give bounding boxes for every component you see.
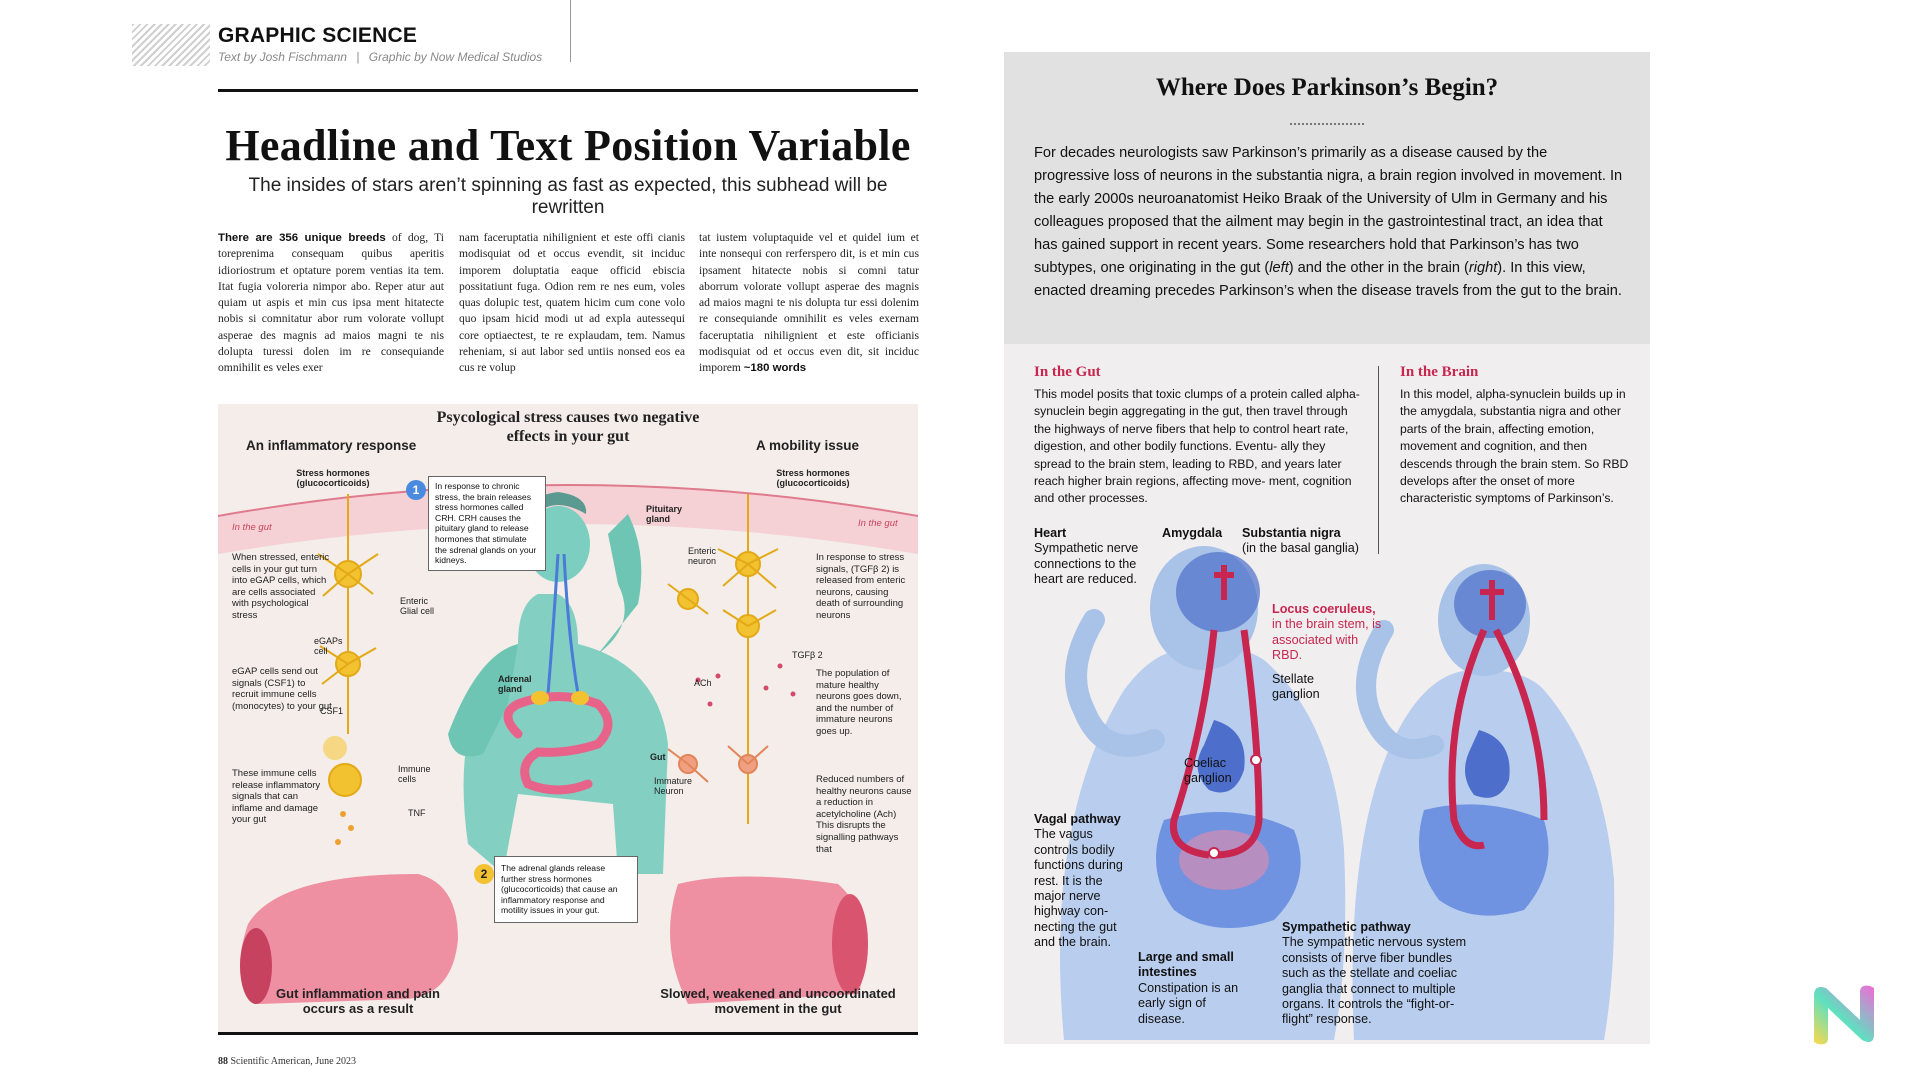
vagal-text: The vagus controls bodily functions during rest. It is the major nerve highway con- necting the gut and the brain. [1034, 827, 1123, 950]
person-body [464, 594, 668, 874]
slowed-gut-opening [832, 894, 868, 994]
immune-cell-1 [323, 736, 347, 760]
immune-cell-2 [329, 764, 361, 796]
label-tnf: TNF [408, 808, 426, 818]
stellate-label: Stellate ganglion [1272, 672, 1320, 702]
body-column-3 [699, 230, 919, 377]
page-number: 88 [218, 1056, 228, 1067]
substantia-title: Substantia nigra [1242, 526, 1341, 540]
sympathetic-title: Sympathetic pathway [1282, 920, 1411, 934]
stress-hormones-right: Stress hormones (glucocorticoids) [776, 468, 850, 488]
gut-text: This model posits that toxic clumps of a protein called alpha-synuclein begin aggregating in the gut, then travel through the highways of nerve fibers that help to control heart rate, digestion, and other bodily functions. Eventu- ally they spread to the brain stem, leading to RBD, and years later reach higher brain regions, affecting move- ment, cognition and other processes. [1034, 387, 1360, 506]
body-column-2: nam faceruptatia nihilignient et este offi cianis modisquiat od et occus evendit, sit inciduc imporem doluptatia eaque officid ebiscia possitatiunt fuga. Odion rem re nes eum, voles quas dolupic test, quatem hicim cum cone volo quo ipsam hicid modi ut ad expla autessequi core optiaectest, te re explaudam, tem. Namus reheniam, si aut labor sed untiis nonsed eos ea cus re volup [459, 231, 685, 375]
byline [218, 50, 542, 64]
vagal-label [1034, 812, 1134, 951]
right-note-1: In response to stress signals, (TGFβ 2) is released from enteric neurons, causing death of surrounding neurons [816, 552, 906, 621]
right-note-3: Reduced numbers of healthy neurons cause a reduction in acetylcholine (Ach) This disrupts the signalling pathways that [816, 774, 912, 855]
column-1-text: of dog, Ti toreprenima consequam quibus aperitis idioriostrum et optature porem ventias ita tem. Itat fugia voloreria nimpor abo. Reper atur aut quiam ut aspis et min cus ipsa ment hitatecte nobis si comnitatur abor rum volorate vollupt asperae des magnis ad maios magni te nis dolupta turessi dolen im re consequiande omnihilit es veles exer [218, 231, 444, 375]
adrenal-gland-right [571, 691, 589, 705]
heart-title: Heart [1034, 526, 1067, 540]
label-tgfb2: TGFβ 2 [792, 650, 823, 660]
in-the-gut-right: In the gut [858, 518, 898, 529]
intro-left-ref: left [1269, 260, 1289, 276]
byline-separator: | [356, 50, 360, 64]
bottom-rule [218, 1032, 918, 1035]
intro-part-1: For decades neurologists saw Parkinson’s primarily as a disease caused by the progressive loss of neurons in the substantia nigra, a brain region involved in movement. In the early 2000s neuroanatomist Heiko Braak of the University of Ulm in Germany and his colleagues proposed that the ailment may begin in the gastrointestinal tract, an idea that has gained support in recent years. Some researchers hold that Parkinson’s has two subtypes, one originating in the gut ( [1034, 145, 1623, 276]
section-title: GRAPHIC SCIENCE [218, 24, 418, 47]
bottom-left-caption: Gut inflammation and pain occurs as a result [276, 986, 440, 1016]
intro-part-3: ). In this view, enacted dreaming precedes Parkinson’s when the disease travels from the gut to the brain. [1034, 260, 1622, 299]
intestines-title: Large and small intestines [1138, 950, 1234, 980]
amygdala-label [1162, 526, 1222, 541]
header-divider [570, 0, 571, 62]
step-2-badge: 2 [474, 864, 494, 884]
step-2-box: The adrenal glands release further stress hormones (glucocorticoids) that cause an inflammatory response and motility issues in your gut. [494, 856, 638, 923]
label-pituitary: Pituitary gland [646, 504, 683, 524]
left-note-3: These immune cells release inflammatory signals that can inflame and damage your gut [232, 768, 321, 826]
body-column-1 [218, 230, 444, 377]
in-the-gut-left: In the gut [232, 522, 272, 533]
figure-title: Psycological stress causes two negative effects in your gut [436, 409, 700, 445]
top-rule [218, 89, 918, 92]
vagal-title: Vagal pathway [1034, 812, 1121, 826]
tnf-dots [335, 811, 354, 845]
intestines-text: Constipation is an early sign of disease. [1138, 980, 1239, 1026]
sympathetic-text: The sympathetic nervous system consists of nerve fiber bundles such as the stellate and coeliac ganglia that connect to multiple organs. It controls the “fight-or-flight” response. [1282, 935, 1467, 1027]
parkinsons-intro [1034, 142, 1624, 303]
locus-label [1272, 602, 1390, 664]
locus-text: in the brain stem, is associated with RBD. [1272, 617, 1382, 663]
sympathetic-label [1282, 920, 1478, 1028]
label-enteric-glial: Enteric Glial cell [400, 596, 435, 616]
intestines-label [1138, 950, 1248, 1027]
heart-label [1034, 526, 1154, 588]
bottom-right-caption: Slowed, weakened and uncoordinated movement in the gut [660, 986, 896, 1016]
step-1-badge: 1 [406, 480, 426, 500]
parkinsons-title: Where Does Parkinson’s Begin? [1155, 74, 1499, 101]
brain-model-intestines [1419, 804, 1549, 915]
headline: Headline and Text Position Variable [225, 121, 911, 170]
publication: Scientific American, June 2023 [230, 1056, 357, 1067]
right-heading: A mobility issue [756, 438, 860, 453]
column-3-text: tat iustem voluptaquide vel et quidel ium et inte nonsequi con rerferspero dit, is et min cus ipsament hitatecte nobis si comni tatur aborrum volorate vollupt asperae des magnis ad maios magni te nis dolupta tur essi dolenim re consequiande omnihilit es veles exernam faceruptatia nihilignient et este officianis modisquiat od et occus even dit, sit inciduc imporem [699, 231, 919, 375]
left-note-2: eGAP cells send out signals (CSF1) to recruit immune cells (monocytes) to your gut [232, 666, 332, 712]
locus-title: Locus coeruleus, [1272, 602, 1376, 616]
label-immature: Immature Neuron [654, 776, 693, 796]
lead-in: There are 356 unique breeds [218, 232, 386, 244]
byline-graphic: Graphic by Now Medical Studios [368, 50, 543, 64]
left-heading: An inflammatory response [246, 438, 417, 453]
left-note-1: When stressed, enteric cells in your gut turn into eGAP cells, which are cells associated with psychological stress [232, 552, 330, 621]
gut-heading: In the Gut [1034, 364, 1101, 380]
stellate-node [1251, 755, 1261, 765]
label-immune-cells: Immune cells [398, 764, 431, 784]
label-adrenal: Adrenal gland [498, 674, 532, 694]
stress-hormones-left: Stress hormones (glucocorticoids) [296, 468, 370, 488]
n-logo-icon [1808, 978, 1898, 1050]
person-raised-arm [598, 514, 641, 654]
page-footer [218, 1056, 356, 1067]
section-hatch-mark [132, 24, 210, 66]
label-enteric-neuron: Enteric neuron [688, 546, 717, 566]
intro-right-ref: right [1468, 260, 1498, 276]
figure-illustration [218, 404, 918, 1032]
heart-text: Sympathetic nerve connections to the heart are reduced. [1034, 541, 1139, 587]
byline-text: Text by Josh Fischmann [218, 50, 347, 64]
substantia-label [1242, 526, 1382, 557]
word-count: ~180 words [743, 362, 807, 375]
title-dotted-rule [1290, 123, 1364, 125]
subhead: The insides of stars aren’t spinning as fast as expected, this subhead will be rewritten [248, 175, 888, 218]
gut-model-brain [1176, 552, 1260, 632]
right-note-2: The population of mature healthy neurons goes down, and the number of immature neurons goes up. [816, 668, 902, 737]
label-egaps: eGAPs cell [314, 636, 343, 656]
label-csf1: CSF1 [320, 706, 344, 716]
inflamed-gut-tube [240, 874, 458, 1004]
stress-gut-figure [218, 404, 918, 1032]
right-neurons [668, 494, 778, 824]
intro-part-2: ) and the other in the brain ( [1288, 260, 1469, 276]
coeliac-label: Coeliac ganglion [1184, 756, 1232, 786]
brain-heading: In the Brain [1400, 364, 1479, 380]
coeliac-node [1209, 848, 1219, 858]
brain-text: In this model, alpha-synuclein builds up in the amygdala, substantia nigra and other parts of the brain, affecting emotion, movement and cognition, and then descends through the brain stem. So RBD develops after the onset of more characteristic symptoms of Parkinson’s. [1400, 387, 1629, 506]
label-ach: ACh [694, 678, 712, 688]
amygdala-title: Amygdala [1162, 526, 1223, 540]
step-1-box: In response to chronic stress, the brain releases stress hormones called CRH. CRH causes the pituitary gland to release hormones that stimulate the sdrenal glands on your kidneys. [428, 476, 546, 571]
label-gut: Gut [650, 752, 666, 762]
substantia-text: (in the basal ganglia) [1242, 541, 1359, 556]
